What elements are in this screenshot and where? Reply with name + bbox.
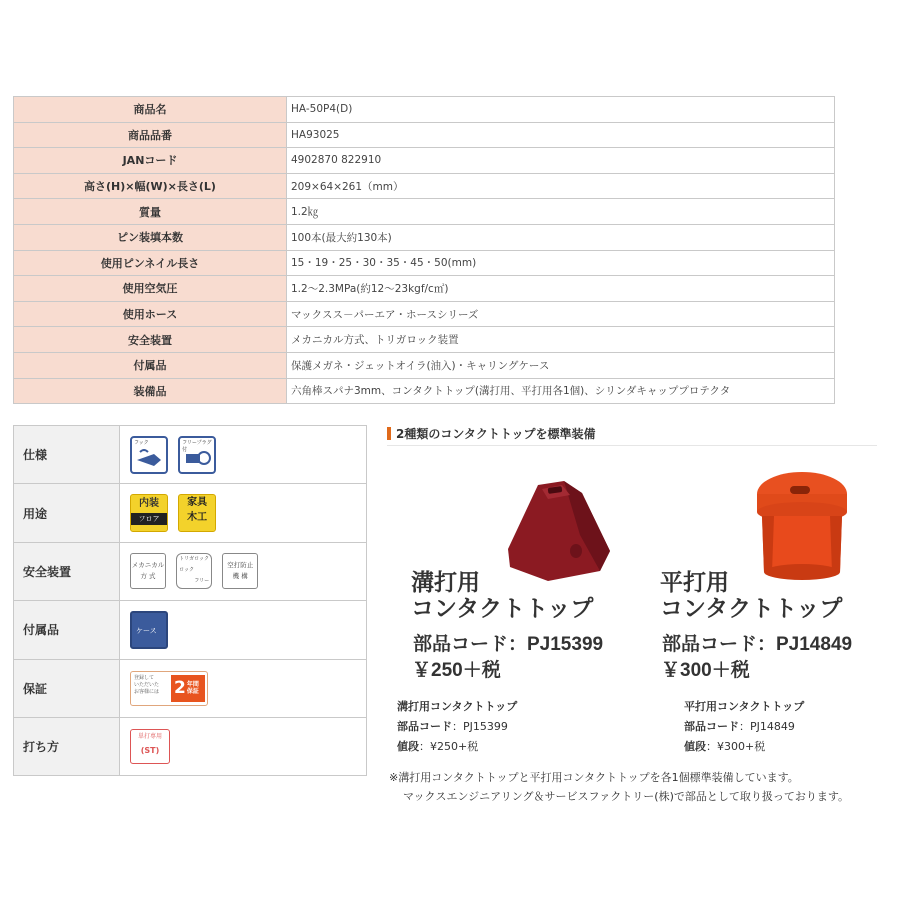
no-air-fire-icon-line1: 空打防止	[227, 561, 254, 570]
feature-row-safety	[14, 542, 367, 600]
spec-label: 商品名	[14, 97, 287, 123]
spec-row	[14, 224, 835, 250]
feature-row-use	[14, 484, 367, 542]
mechanical-icon	[130, 553, 166, 589]
hook-icon	[130, 436, 168, 474]
groove-big-price: ￥250＋税	[412, 660, 501, 681]
feature-label: 仕様	[14, 426, 120, 484]
interior-icon-top: 内装	[139, 498, 159, 510]
furniture-icon-bottom: 木工	[187, 512, 208, 524]
warranty-unit-1: 年間	[186, 681, 199, 689]
carrying-case-icon	[130, 611, 168, 649]
hook-icon-label: フック	[134, 439, 149, 446]
section-title	[387, 425, 877, 446]
warranty-small-line3: お客様には	[134, 688, 160, 695]
footnote	[389, 768, 849, 806]
spec-row	[14, 250, 835, 276]
spec-value: 100本(最大約130本)	[287, 224, 835, 250]
flat-big-price: ￥300＋税	[661, 660, 750, 681]
furniture-woodwork-icon	[178, 494, 216, 532]
spec-label: 使用空気圧	[14, 276, 287, 302]
groove-big-name	[411, 569, 593, 621]
spec-row	[14, 148, 835, 174]
spec-label: 使用ピンネイル長さ	[14, 250, 287, 276]
groove-big-name-line2: コンタクトトップ	[411, 595, 594, 621]
interior-floor-icon	[130, 494, 168, 532]
case-icon-label: ケース	[136, 626, 157, 635]
spec-value: 15・19・25・30・35・45・50(mm)	[287, 250, 835, 276]
spec-row	[14, 173, 835, 199]
spec-label: 装備品	[14, 378, 287, 404]
spec-value: 六角棒スパナ3mm、コンタクトトップ(溝打用、平打用各1個)、シリンダキャッププロテクタ	[287, 378, 835, 404]
title-bar-icon	[387, 427, 391, 440]
footnote-line2: マックスエンジニアリング＆サービスファクトリー(株)で部品として取り扱っております。	[403, 790, 849, 803]
no-air-fire-icon-line2: 機 構	[232, 572, 248, 581]
spec-row	[14, 122, 835, 148]
feature-row-spec	[14, 426, 367, 484]
groove-small-info	[397, 697, 517, 757]
spec-table	[13, 96, 835, 404]
spec-value: HA-50P4(D)	[287, 97, 835, 123]
groove-small-code-label: 部品コード	[397, 720, 452, 733]
trigger-lock-icon-line3: フリー	[194, 578, 210, 585]
spec-label: ピン装填本数	[14, 224, 287, 250]
section-title-text: 2種類のコンタクトトップを標準装備	[396, 427, 596, 441]
flat-small-price-label: 値段	[684, 740, 706, 753]
spec-value: メカニカル方式、トリガロック装置	[287, 327, 835, 353]
flat-small-info	[684, 697, 804, 757]
spec-label: 付属品	[14, 352, 287, 378]
feature-label: 付属品	[14, 601, 120, 659]
spec-value: 1.2㎏	[287, 199, 835, 225]
spec-label: 商品品番	[14, 122, 287, 148]
warranty-small-line2: いただいた	[134, 681, 160, 688]
groove-big-code: 部品コード：PJ15399	[413, 634, 604, 655]
spec-row	[14, 378, 835, 404]
spec-row	[14, 352, 835, 378]
spec-label: 高さ(H)×幅(W)×長さ(L)	[14, 173, 287, 199]
spec-label: 質量	[14, 199, 287, 225]
flat-big-name-line1: 平打用	[660, 569, 729, 595]
flat-small-name: 平打用コンタクトトップ	[684, 700, 805, 713]
flat-big-name	[660, 569, 842, 621]
groove-big-name-line1: 溝打用	[411, 569, 480, 595]
warranty-icon	[130, 671, 208, 706]
flat-big-name-line2: コンタクトトップ	[660, 595, 843, 621]
trigger-lock-icon	[176, 553, 212, 589]
free-plug-icon-label: フリープラグ付	[182, 439, 212, 453]
warranty-years: 2	[174, 677, 186, 698]
feature-label: 保証	[14, 659, 120, 717]
single-fire-line2: (ST)	[140, 746, 160, 756]
spec-value: 1.2〜2.3MPa(約12〜23kgf/c㎡)	[287, 276, 835, 302]
flat-small-price: ：¥300+税	[706, 740, 766, 753]
feature-row-drive	[14, 717, 367, 775]
feature-row-warranty	[14, 659, 367, 717]
no-air-fire-icon	[222, 553, 258, 589]
feature-label: 用途	[14, 484, 120, 542]
trigger-lock-icon-line2: ロック	[179, 567, 194, 574]
groove-small-price: ：¥250+税	[419, 740, 479, 753]
spec-label: 使用ホース	[14, 301, 287, 327]
spec-value: マックスス－パーエア・ホースシリーズ	[287, 301, 835, 327]
groove-small-name: 溝打用コンタクトトップ	[397, 700, 518, 713]
groove-small-price-label: 値段	[397, 740, 419, 753]
flat-big-code: 部品コード：PJ14849	[662, 634, 853, 655]
interior-icon-bottom: フロア	[131, 513, 167, 525]
spec-value: HA93025	[287, 122, 835, 148]
footnote-line1: ※溝打用コンタクトトップと平打用コンタクトトップを各1個標準装備しています。	[389, 771, 799, 784]
feature-label: 安全装置	[14, 542, 120, 600]
feature-table	[13, 425, 367, 776]
mechanical-icon-line1: メカニカル	[131, 561, 165, 570]
groove-small-code: ：PJ15399	[452, 720, 508, 733]
spec-row	[14, 301, 835, 327]
single-fire-icon	[130, 729, 170, 764]
spec-row	[14, 199, 835, 225]
warranty-unit-2: 保証	[186, 688, 199, 696]
flat-small-code: ：PJ14849	[739, 720, 795, 733]
warranty-small-line1: 登録して	[134, 674, 155, 681]
feature-label: 打ち方	[14, 717, 120, 775]
furniture-icon-top: 家具	[187, 497, 208, 509]
spec-label: JANコード	[14, 148, 287, 174]
free-plug-icon	[178, 436, 216, 474]
spec-value: 4902870 822910	[287, 148, 835, 174]
spec-value: 保護メガネ・ジェットオイラ(油入)・キャリングケース	[287, 352, 835, 378]
single-fire-line1: 単打専用	[137, 733, 162, 741]
spec-row	[14, 97, 835, 123]
trigger-lock-icon-line1: トリガロック	[179, 556, 210, 563]
spec-value: 209×64×261（mm）	[287, 173, 835, 199]
mechanical-icon-line2: 方 式	[140, 572, 156, 581]
spec-label: 安全装置	[14, 327, 287, 353]
spec-row	[14, 327, 835, 353]
flat-small-code-label: 部品コード	[684, 720, 739, 733]
spec-row	[14, 276, 835, 302]
feature-row-accessory	[14, 601, 367, 659]
